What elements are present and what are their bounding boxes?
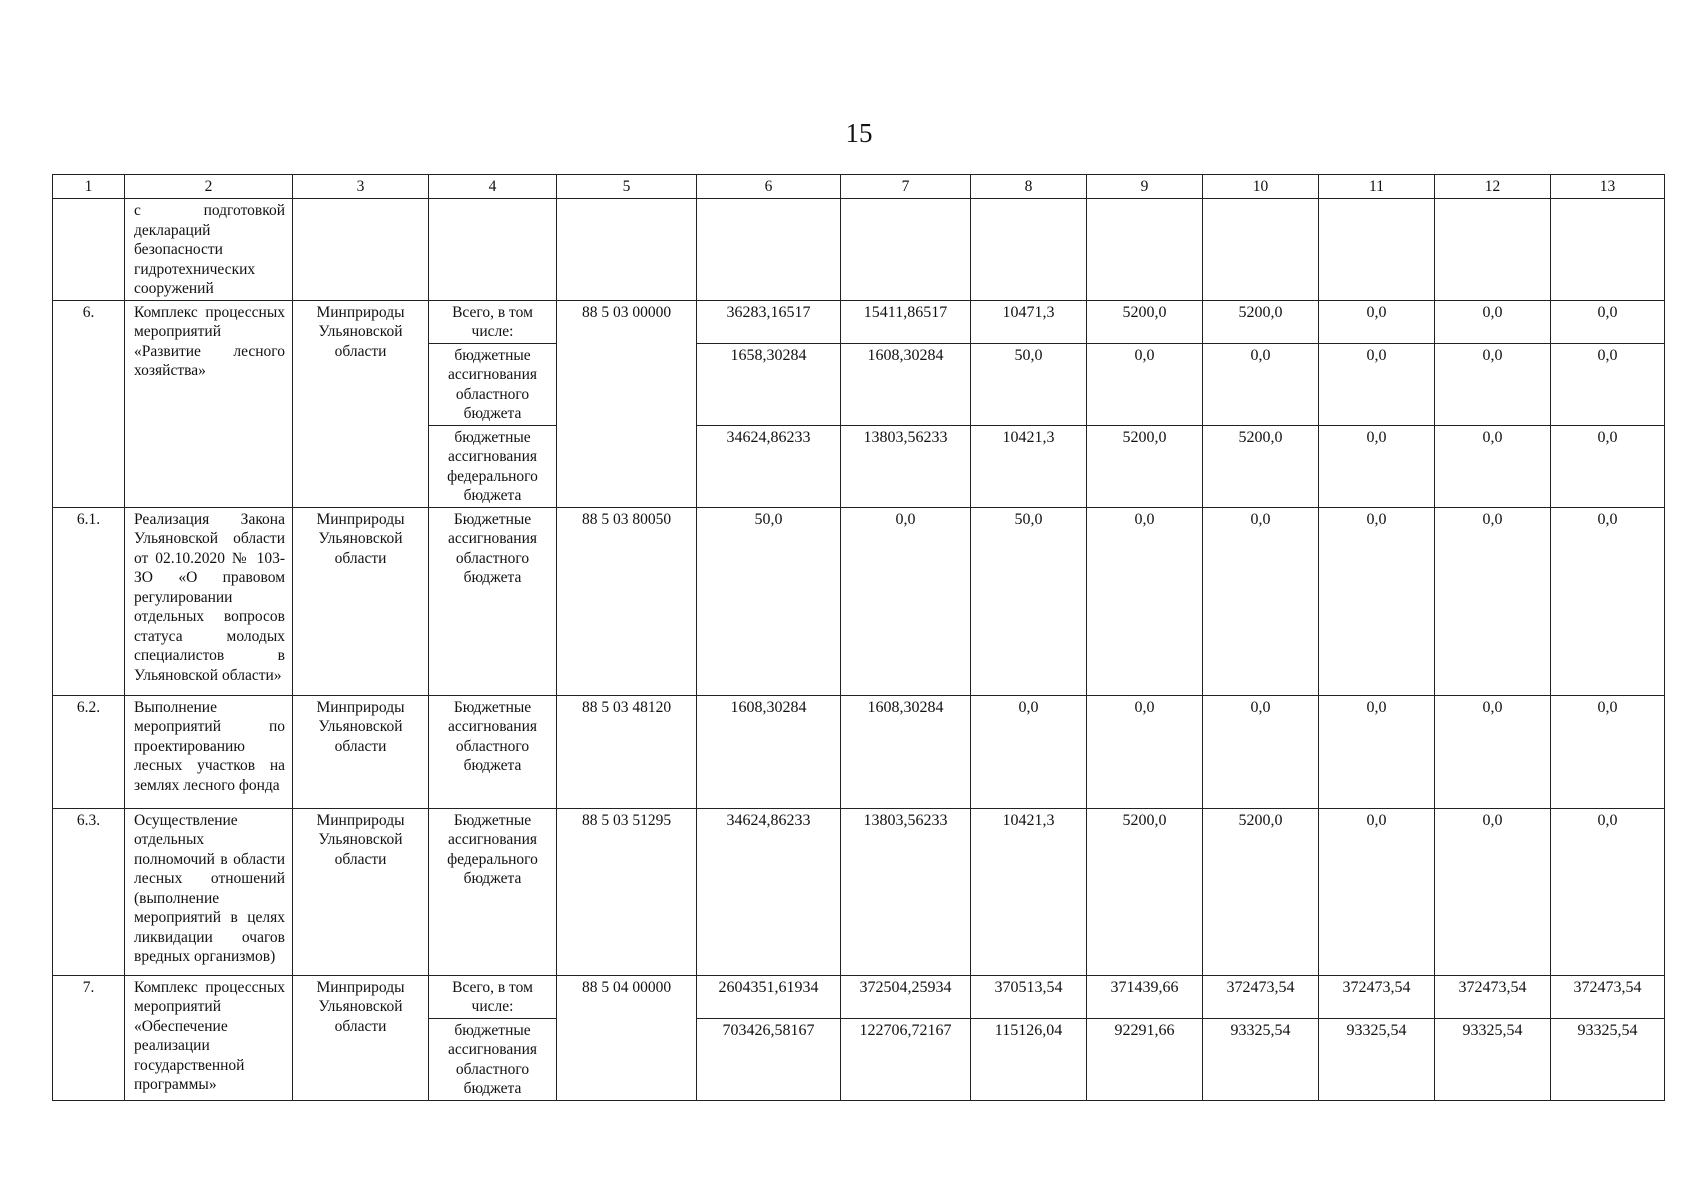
amount-col-8 — [971, 199, 1087, 301]
amount-col-9: 5200,0 — [1087, 300, 1203, 343]
budget-code: 88 5 03 00000 — [557, 300, 697, 507]
table-row — [53, 808, 1665, 975]
amount-col-12: 93325,54 — [1435, 1018, 1551, 1100]
amount-col-10: 5200,0 — [1203, 808, 1319, 975]
amount-col-10: 372473,54 — [1203, 975, 1319, 1018]
budget-code: 88 5 03 51295 — [557, 808, 697, 975]
amount-col-12: 0,0 — [1435, 808, 1551, 975]
item-name: Комплекс процессных мероприятий «Обеспечение реализации государственной программы» — [125, 975, 293, 1100]
amount-col-8: 115126,04 — [971, 1018, 1087, 1100]
amount-col-6: 1608,30284 — [697, 695, 841, 808]
amount-col-12: 0,0 — [1435, 507, 1551, 695]
item-name: с подготовкой деклараций безопасности гидротехнических сооружений — [125, 199, 293, 301]
amount-col-9: 0,0 — [1087, 343, 1203, 425]
column-number-10: 10 — [1203, 175, 1319, 199]
column-number-3: 3 — [293, 175, 429, 199]
column-number-1: 1 — [53, 175, 125, 199]
amount-col-11 — [1319, 199, 1435, 301]
table-row — [53, 507, 1665, 695]
responsible-agency — [293, 199, 429, 301]
budget-code: 88 5 03 80050 — [557, 507, 697, 695]
amount-col-12: 0,0 — [1435, 300, 1551, 343]
funding-source: Бюджетные ассигнования федерального бюджета — [429, 808, 557, 975]
amount-col-8: 50,0 — [971, 507, 1087, 695]
amount-col-12: 0,0 — [1435, 343, 1551, 425]
funding-source: Всего, в том числе: — [429, 300, 557, 343]
amount-col-10: 93325,54 — [1203, 1018, 1319, 1100]
amount-col-11: 0,0 — [1319, 695, 1435, 808]
table-row — [53, 695, 1665, 808]
column-number-5: 5 — [557, 175, 697, 199]
page-number: 15 — [845, 118, 873, 148]
amount-col-6 — [697, 199, 841, 301]
item-number: 6.3. — [53, 808, 125, 975]
amount-col-11: 0,0 — [1319, 425, 1435, 507]
amount-col-13: 93325,54 — [1551, 1018, 1665, 1100]
column-number-7: 7 — [841, 175, 971, 199]
budget-table — [52, 174, 1665, 1101]
amount-col-7: 1608,30284 — [841, 343, 971, 425]
amount-col-7: 13803,56233 — [841, 808, 971, 975]
funding-source: Бюджетные ассигнования областного бюджета — [429, 507, 557, 695]
budget-code: 88 5 04 00000 — [557, 975, 697, 1100]
item-number: 6.1. — [53, 507, 125, 695]
item-name: Реализация Закона Ульяновской области от 02.10.2020 № 103-ЗО «О правовом регулировании отдельных вопросов статуса молодых специалистов в Ульяновской области» — [125, 507, 293, 695]
amount-col-10: 0,0 — [1203, 343, 1319, 425]
responsible-agency: Минприроды Ульяновской области — [293, 808, 429, 975]
column-number-4: 4 — [429, 175, 557, 199]
amount-col-13: 0,0 — [1551, 343, 1665, 425]
amount-col-11: 372473,54 — [1319, 975, 1435, 1018]
amount-col-10: 0,0 — [1203, 507, 1319, 695]
column-number-13: 13 — [1551, 175, 1665, 199]
amount-col-13: 0,0 — [1551, 695, 1665, 808]
item-number: 6. — [53, 300, 125, 507]
funding-source: бюджетные ассигнования областного бюджета — [429, 343, 557, 425]
amount-col-10: 5200,0 — [1203, 425, 1319, 507]
amount-col-11: 93325,54 — [1319, 1018, 1435, 1100]
table-row — [53, 975, 1665, 1018]
funding-source — [429, 199, 557, 301]
table-row — [53, 300, 1665, 343]
column-number-2: 2 — [125, 175, 293, 199]
amount-col-6: 50,0 — [697, 507, 841, 695]
amount-col-7: 13803,56233 — [841, 425, 971, 507]
amount-col-8: 370513,54 — [971, 975, 1087, 1018]
amount-col-8: 10421,3 — [971, 808, 1087, 975]
responsible-agency: Минприроды Ульяновской области — [293, 975, 429, 1100]
amount-col-11: 0,0 — [1319, 300, 1435, 343]
responsible-agency: Минприроды Ульяновской области — [293, 695, 429, 808]
amount-col-7 — [841, 199, 971, 301]
column-number-9: 9 — [1087, 175, 1203, 199]
amount-col-6: 36283,16517 — [697, 300, 841, 343]
amount-col-9: 0,0 — [1087, 507, 1203, 695]
amount-col-12: 0,0 — [1435, 695, 1551, 808]
amount-col-12: 372473,54 — [1435, 975, 1551, 1018]
amount-col-12 — [1435, 199, 1551, 301]
amount-col-10: 5200,0 — [1203, 300, 1319, 343]
amount-col-12: 0,0 — [1435, 425, 1551, 507]
amount-col-7: 122706,72167 — [841, 1018, 971, 1100]
column-number-6: 6 — [697, 175, 841, 199]
item-number: 7. — [53, 975, 125, 1100]
amount-col-13: 0,0 — [1551, 507, 1665, 695]
amount-col-7: 0,0 — [841, 507, 971, 695]
responsible-agency: Минприроды Ульяновской области — [293, 300, 429, 507]
amount-col-6: 2604351,61934 — [697, 975, 841, 1018]
funding-source: Всего, в том числе: — [429, 975, 557, 1018]
amount-col-13: 0,0 — [1551, 300, 1665, 343]
column-number-11: 11 — [1319, 175, 1435, 199]
amount-col-13 — [1551, 199, 1665, 301]
table-body — [53, 175, 1665, 1101]
funding-source: бюджетные ассигнования федерального бюджета — [429, 425, 557, 507]
amount-col-8: 10421,3 — [971, 425, 1087, 507]
item-number: 6.2. — [53, 695, 125, 808]
amount-col-9: 0,0 — [1087, 695, 1203, 808]
budget-code: 88 5 03 48120 — [557, 695, 697, 808]
item-number — [53, 199, 125, 301]
amount-col-6: 34624,86233 — [697, 425, 841, 507]
amount-col-6: 1658,30284 — [697, 343, 841, 425]
table-row — [53, 199, 1665, 301]
amount-col-8: 0,0 — [971, 695, 1087, 808]
amount-col-13: 0,0 — [1551, 808, 1665, 975]
amount-col-9: 92291,66 — [1087, 1018, 1203, 1100]
amount-col-10: 0,0 — [1203, 695, 1319, 808]
amount-col-13: 372473,54 — [1551, 975, 1665, 1018]
amount-col-6: 34624,86233 — [697, 808, 841, 975]
item-name: Выполнение мероприятий по проектированию лесных участков на землях лесного фонда — [125, 695, 293, 808]
amount-col-9: 5200,0 — [1087, 425, 1203, 507]
amount-col-11: 0,0 — [1319, 507, 1435, 695]
amount-col-8: 10471,3 — [971, 300, 1087, 343]
amount-col-11: 0,0 — [1319, 343, 1435, 425]
amount-col-7: 372504,25934 — [841, 975, 971, 1018]
amount-col-7: 1608,30284 — [841, 695, 971, 808]
item-name: Осуществление отдельных полномочий в области лесных отношений (выполнение мероприятий в целях ликвидации очагов вредных организмов) — [125, 808, 293, 975]
column-number-8: 8 — [971, 175, 1087, 199]
column-number-row — [53, 175, 1665, 199]
amount-col-11: 0,0 — [1319, 808, 1435, 975]
amount-col-9: 5200,0 — [1087, 808, 1203, 975]
funding-source: Бюджетные ассигнования областного бюджета — [429, 695, 557, 808]
column-number-12: 12 — [1435, 175, 1551, 199]
item-name: Комплекс процессных мероприятий «Развитие лесного хозяйства» — [125, 300, 293, 507]
amount-col-8: 50,0 — [971, 343, 1087, 425]
amount-col-6: 703426,58167 — [697, 1018, 841, 1100]
amount-col-7: 15411,86517 — [841, 300, 971, 343]
funding-source: бюджетные ассигнования областного бюджета — [429, 1018, 557, 1100]
amount-col-9: 371439,66 — [1087, 975, 1203, 1018]
budget-code — [557, 199, 697, 301]
amount-col-10 — [1203, 199, 1319, 301]
amount-col-13: 0,0 — [1551, 425, 1665, 507]
amount-col-9 — [1087, 199, 1203, 301]
responsible-agency: Минприроды Ульяновской области — [293, 507, 429, 695]
